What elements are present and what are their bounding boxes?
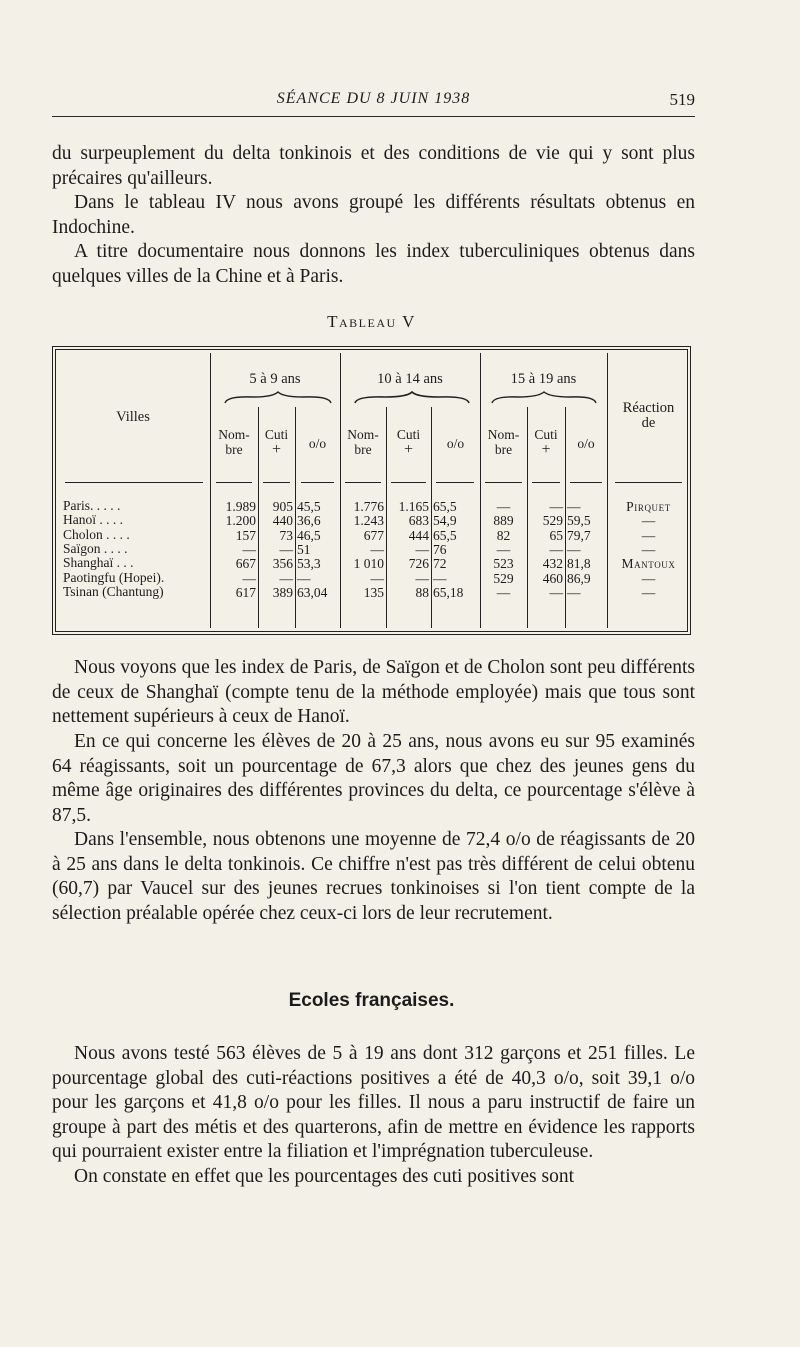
row-label: Paotingfu (Hopei). [63, 569, 165, 585]
paragraph-index-comparaison: Nous voyons que les index de Paris, de Saïgon et de Cholon sont peu différents de ceux de Shanghaï (compte tenu de la méthode employée) mais que tous sont nettement supérieurs à ceux de Hanoï. [52, 657, 695, 728]
table-cell: 82 [496, 527, 511, 543]
header-nombre-line2: bre [225, 442, 243, 457]
table-cell: — [567, 584, 581, 600]
table-rule [386, 407, 387, 628]
table-separator [615, 482, 682, 483]
paragraph-ecoles: Nous avons testé 563 élèves de 5 à 19 ans dont 312 garçons et 251 filles. Le pourcentage global des cuti-réactions positives a été de 40,3 o/o, soit 39,1 o/o pour les garçons et 41,8 o/o pour les filles. Il nous a paru instructif de faire un groupe à part des métis et des quarterons, afin de mettre en évidence les rapports qui pourraient exister entre la filiation et l'imprégnation tuberculeuse. [52, 1043, 695, 1163]
header-reaction [607, 401, 690, 431]
header-group-5-9: 5 à 9 ans [249, 371, 301, 387]
table-separator [532, 482, 560, 483]
header-group-15-19: 15 à 19 ans [510, 371, 577, 387]
table-cell: 726 [408, 556, 429, 572]
row-label: Shanghaï . . . [63, 555, 134, 571]
table-separator [263, 482, 290, 483]
table-separator [345, 482, 381, 483]
table-cell: — [370, 541, 384, 557]
row-label: Tsinan (Chantung) [63, 583, 164, 599]
table-cell: 1.200 [225, 513, 256, 529]
table-cell: 76 [433, 541, 447, 557]
header-villes: Villes [116, 409, 150, 425]
reaction-cell: — [641, 527, 656, 543]
table-rule [565, 407, 566, 628]
table-cell: 667 [235, 556, 256, 572]
reaction-cell: — [641, 513, 656, 529]
row-label: Paris. . . . . [63, 498, 121, 513]
table-cell: — [496, 499, 511, 514]
brace-10-14 [353, 391, 471, 405]
table-cell: 79,7 [567, 527, 591, 543]
table-rule [607, 353, 608, 628]
running-head [52, 88, 695, 117]
brace-5-9 [223, 391, 333, 405]
paragraph-titre-documentaire: A titre documentaire nous donnons les index tuberculiniques obtenus dans quelques villes de la Chine et à Paris. [52, 241, 695, 287]
table-cell: — [242, 541, 256, 557]
table-cell: — [279, 541, 293, 557]
table-cell: — [567, 541, 581, 557]
table-cell: 59,5 [567, 513, 591, 529]
header-nombre-line2: bre [354, 442, 372, 457]
table-cell: 1.243 [353, 513, 384, 529]
table-cell: — [433, 570, 447, 586]
header-cuti-1 [258, 427, 295, 457]
table-cell: — [415, 570, 429, 586]
header-nombre-1 [210, 427, 258, 457]
table-cell: 45,5 [297, 499, 321, 514]
reaction-cell: — [641, 541, 656, 557]
table-separator [570, 482, 602, 483]
table-cell: — [279, 570, 293, 586]
reaction-cell: Mantoux [621, 556, 676, 572]
table-cell: — [567, 499, 581, 514]
table-cell: 54,9 [433, 513, 457, 529]
table-cell: — [549, 584, 563, 600]
header-nombre-2 [340, 427, 386, 457]
table-cell: 1.165 [398, 499, 429, 514]
paragraph-tableau-iv: Dans le tableau IV nous avons groupé les différents résultats obtenus en Indochine. [52, 192, 695, 238]
row-label: Saïgon . . . . [63, 540, 128, 556]
header-nombre-3 [480, 427, 527, 457]
table-rule [340, 353, 341, 628]
table-cell: 1.989 [225, 499, 256, 514]
table-rule [258, 407, 259, 628]
table-cell: — [297, 570, 311, 586]
table-cell: 36,6 [297, 513, 321, 529]
table-cell: 53,3 [297, 556, 321, 572]
table-separator [65, 482, 203, 483]
section-title: Ecoles françaises. [288, 990, 455, 1011]
table-cell: 889 [493, 513, 514, 529]
paragraph-eleves-20-25: En ce qui concerne les élèves de 20 à 25 ans, nous avons eu sur 95 examinés 64 réagissants, soit un pourcentage de 67,3 alors que chez des jeunes gens du même âge originaires des différentes provinces du delta, ce pourcentage s'élève à 87,5. [52, 731, 695, 826]
header-cuti-line1: Cuti [396, 427, 421, 442]
table-cell: 88 [415, 584, 429, 600]
table-cell: 444 [408, 527, 429, 543]
reaction-cell: Pirquet [626, 499, 671, 514]
reaction-cell: — [641, 584, 656, 600]
header-cuti-line1: Cuti [534, 427, 558, 442]
table-cell: 81,8 [567, 556, 591, 572]
header-cuti-line2: + [403, 441, 414, 458]
table-separator [485, 482, 522, 483]
table-cell: 65,5 [433, 527, 457, 543]
table-cell: 46,5 [297, 527, 321, 543]
table-separator [216, 482, 252, 483]
table-cell: 683 [408, 513, 429, 529]
table-rule [527, 407, 528, 628]
table-cell: 86,9 [567, 570, 591, 586]
table-cell: 389 [272, 584, 293, 600]
table-cell: — [496, 584, 511, 600]
page-number: 519 [669, 90, 695, 109]
table-cell: 523 [493, 556, 514, 572]
table-cell: — [549, 499, 563, 514]
header-pct-2: o/o [446, 436, 465, 451]
table-cell: 529 [493, 570, 514, 586]
table-cell: 73 [279, 527, 293, 543]
table-rule [431, 407, 432, 628]
table-cell: 529 [542, 513, 563, 529]
table-cell: 135 [363, 584, 384, 600]
row-label: Cholon . . . . [63, 526, 130, 542]
table-cell: 65,5 [433, 499, 457, 514]
table-rule [210, 353, 211, 628]
paragraph-surpeuplement: du surpeuplement du delta tonkinois et des conditions de vie qui y sont plus précaires qu'ailleurs. [52, 143, 695, 189]
header-group-10-14: 10 à 14 ans [377, 371, 443, 387]
table-separator [436, 482, 474, 483]
table-cell: — [496, 541, 511, 557]
table-rule [295, 407, 296, 628]
table-cell: — [549, 541, 563, 557]
header-cuti-3 [527, 427, 565, 457]
table-cell: 440 [272, 513, 293, 529]
header-nombre-line1: Nom- [347, 427, 379, 442]
table-cell: 72 [433, 556, 447, 572]
table-cell: 65 [549, 527, 563, 543]
header-cuti-line2: + [271, 441, 282, 458]
table-separator [391, 482, 426, 483]
header-reaction-line2: de [641, 415, 656, 431]
header-nombre-line1: Nom- [218, 427, 250, 442]
header-pct-3: o/o [577, 436, 595, 451]
table-cell: 63,04 [297, 584, 328, 600]
table-cell: 1 010 [353, 556, 384, 572]
table-cell: 617 [235, 584, 256, 600]
table-cell: 1.776 [353, 499, 384, 514]
header-pct-1: o/o [308, 436, 327, 451]
table-separator [301, 482, 334, 483]
header-nombre-line1: Nom- [487, 427, 520, 442]
table-cell: 905 [272, 499, 293, 514]
table-cell: 460 [542, 570, 563, 586]
header-cuti-line1: Cuti [264, 427, 289, 442]
brace-15-19 [490, 391, 598, 405]
table-cell: 51 [297, 541, 311, 557]
table-cell: 677 [363, 527, 384, 543]
header-nombre-line2: bre [494, 442, 513, 457]
tuberculin-table [52, 346, 691, 635]
header-cuti-2 [386, 427, 431, 457]
running-title: SÉANCE DU 8 JUIN 1938 [276, 90, 471, 107]
paragraph-constate: On constate en effet que les pourcentages des cuti positives sont [74, 1166, 575, 1187]
reaction-cell: — [641, 570, 656, 586]
row-label: Hanoï . . . . [63, 512, 123, 528]
header-cuti-line2: + [541, 441, 551, 458]
table-cell: 157 [235, 527, 256, 543]
table-title: Tableau V [327, 312, 416, 331]
table-cell: 356 [272, 556, 293, 572]
table-cell: — [415, 541, 429, 557]
paragraph-ensemble: Dans l'ensemble, nous obtenons une moyenne de 72,4 o/o de réagissants de 20 à 25 ans dans le delta tonkinois. Ce chiffre n'est pas très différent de celui obtenu (60,7) par Vaucel sur des jeunes recrues tonkinoises si l'on tient compte de la sélection préalable opérée chez ceux-ci lors de leur recrutement. [52, 829, 695, 924]
table-cell: 432 [542, 556, 563, 572]
table-rule [480, 353, 481, 628]
table-cell: — [242, 570, 256, 586]
table-cell: — [370, 570, 384, 586]
table-cell: 65,18 [433, 584, 464, 600]
header-reaction-line1: Réaction [622, 400, 675, 416]
